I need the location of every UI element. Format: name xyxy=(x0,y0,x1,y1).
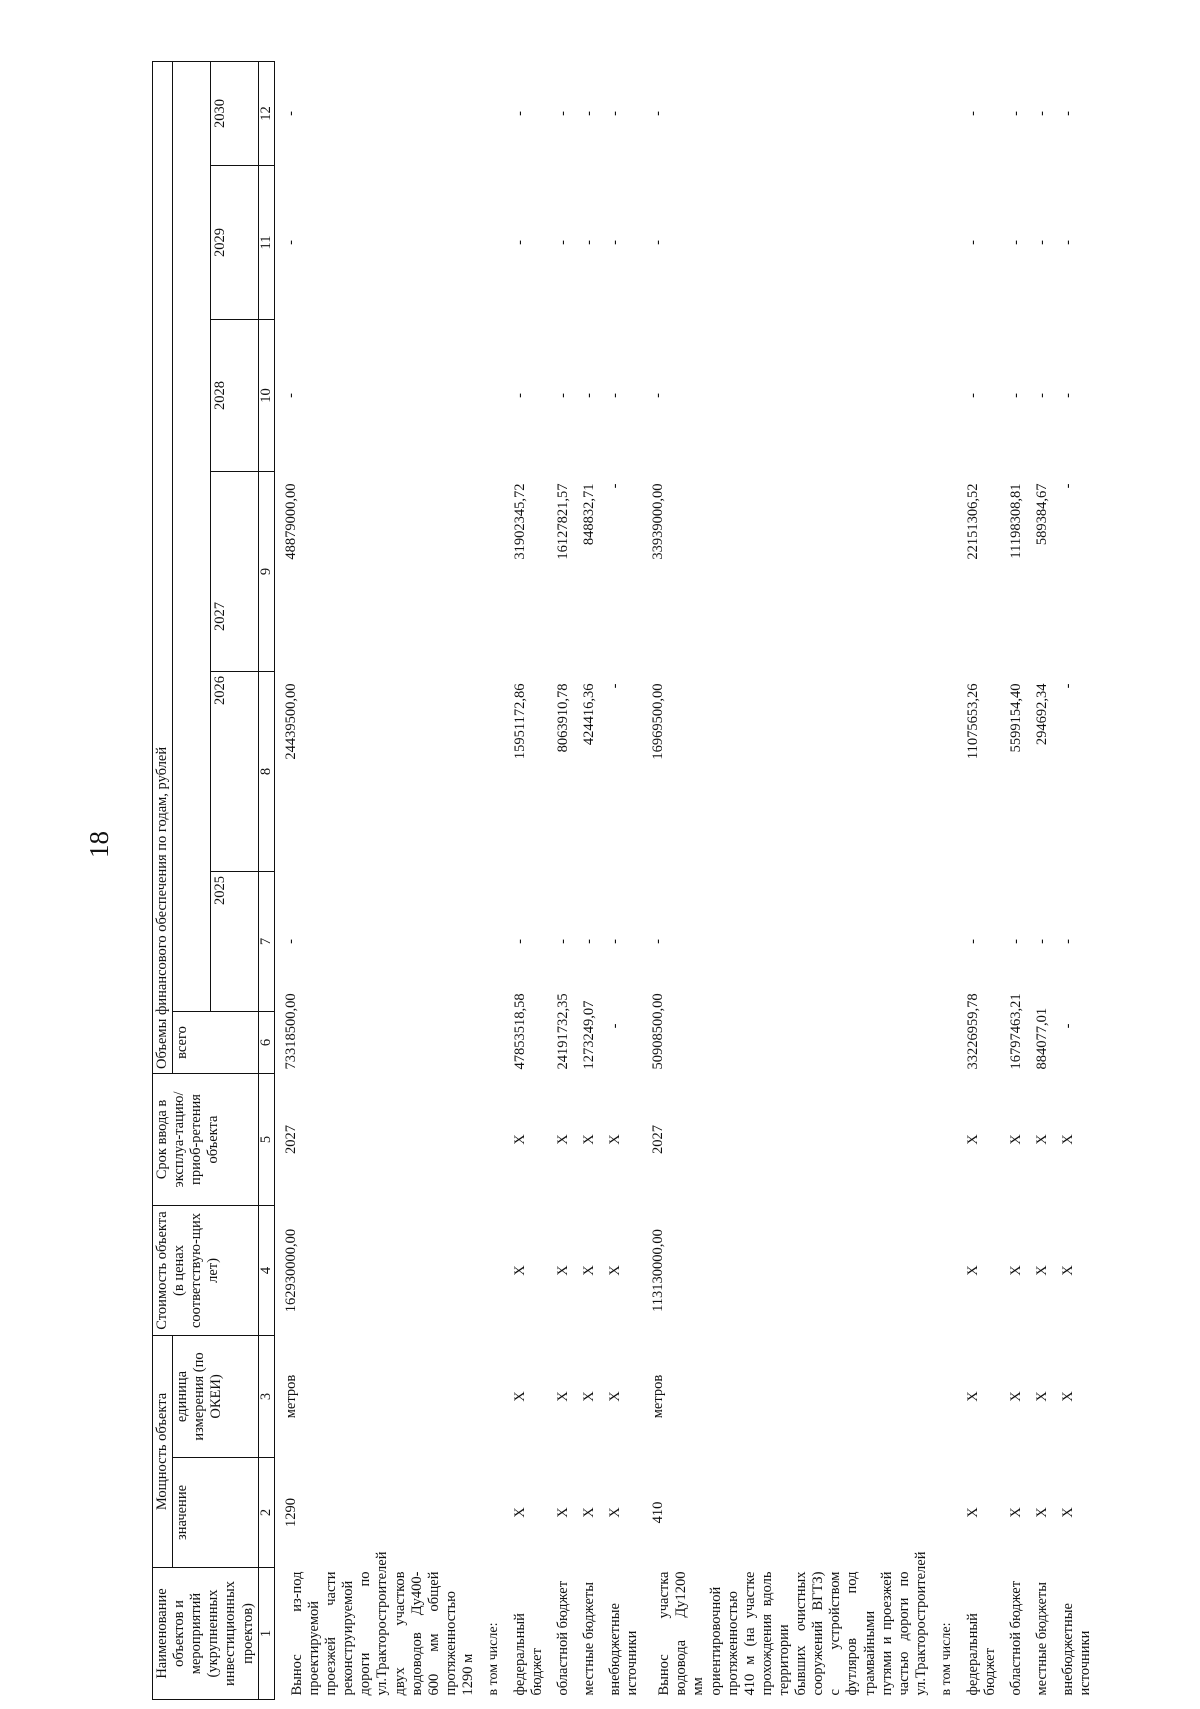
table-cell: 589384,67 xyxy=(1033,483,1050,546)
empty-cell xyxy=(931,672,957,872)
table-row xyxy=(573,61,599,1699)
table-cell: X xyxy=(964,1507,981,1518)
funding-source: областной бюджет xyxy=(554,1580,571,1696)
table-cell: 113130000,00 xyxy=(650,1229,667,1312)
table-cell: 48879000,00 xyxy=(282,483,299,560)
table-cell: 410 xyxy=(650,1501,667,1524)
funding-source: местные бюджеты xyxy=(580,1581,597,1696)
column-number: 10 xyxy=(258,320,274,472)
table-cell: - xyxy=(1059,483,1076,489)
header-term: Срок ввода в эксплуа-тацию/приоб-ретения объекта xyxy=(153,1074,259,1206)
column-number-row xyxy=(258,61,274,1699)
column-number: 1 xyxy=(258,1568,274,1700)
table-cell: X xyxy=(511,1391,528,1402)
table-cell: 294692,34 xyxy=(1033,683,1050,746)
table-cell: X xyxy=(1059,1134,1076,1145)
table-cell: X xyxy=(554,1507,571,1518)
table-row xyxy=(504,61,547,1699)
empty-cell xyxy=(931,872,957,1012)
table-cell: X xyxy=(607,1265,624,1276)
table-cell: X xyxy=(1007,1507,1024,1518)
header-capacity-unit: единица измерения (по ОКЕИ) xyxy=(173,1336,259,1458)
empty-cell xyxy=(931,1074,957,1206)
table-cell: 33226959,78 xyxy=(964,993,981,1070)
empty-cell xyxy=(931,166,957,320)
column-number: 12 xyxy=(258,61,274,165)
empty-cell xyxy=(478,166,504,320)
table-cell: - xyxy=(554,111,571,116)
table-cell: X xyxy=(511,1134,528,1145)
column-number: 7 xyxy=(258,872,274,1012)
table-cell: X xyxy=(1007,1134,1024,1145)
table-cell: - xyxy=(650,939,667,944)
header-total: всего xyxy=(173,1012,259,1074)
table-cell: - xyxy=(607,939,624,944)
table-cell: - xyxy=(964,939,981,944)
table-cell: - xyxy=(1033,240,1050,245)
table-cell: X xyxy=(580,1134,597,1145)
header-year: 2029 xyxy=(210,166,258,320)
table-cell: X xyxy=(554,1134,571,1145)
table-cell: 11075653,26 xyxy=(964,683,981,760)
table-cell: 16797463,21 xyxy=(1007,993,1024,1070)
table-row xyxy=(478,61,504,1699)
table-cell: - xyxy=(607,1023,624,1029)
empty-cell xyxy=(478,61,504,165)
funding-source: федеральный бюджет xyxy=(964,1613,998,1696)
table-cell: 24191732,35 xyxy=(554,993,571,1070)
table-cell: - xyxy=(607,111,624,116)
table-cell: - xyxy=(580,393,597,398)
empty-cell xyxy=(931,1012,957,1074)
table-cell: 47853518,58 xyxy=(511,993,528,1070)
table-cell: X xyxy=(511,1507,528,1518)
header-year: 2025 xyxy=(210,872,258,1012)
empty-cell xyxy=(931,472,957,672)
table-cell: 31902345,72 xyxy=(511,483,528,560)
table-cell: X xyxy=(607,1507,624,1518)
table-cell: X xyxy=(580,1265,597,1276)
table-cell: - xyxy=(580,111,597,116)
table-cell: 33939000,00 xyxy=(650,483,667,560)
table-cell: 1273249,07 xyxy=(580,1000,597,1070)
table-cell: - xyxy=(1059,1023,1076,1029)
empty-cell xyxy=(931,320,957,472)
table-cell: - xyxy=(282,111,299,116)
table-cell: X xyxy=(1059,1391,1076,1402)
table-cell: - xyxy=(964,240,981,245)
header-year: 2027 xyxy=(210,472,258,672)
table-cell: X xyxy=(607,1391,624,1402)
table-cell: - xyxy=(511,240,528,245)
table-cell: 24439500,00 xyxy=(282,683,299,760)
table-cell: 15951172,86 xyxy=(511,683,528,760)
table-cell: - xyxy=(1059,939,1076,944)
table-cell: X xyxy=(1007,1265,1024,1276)
table-cell: X xyxy=(1033,1507,1050,1518)
header-year: 2028 xyxy=(210,320,258,472)
funding-source: областной бюджет xyxy=(1007,1580,1024,1696)
table-cell: - xyxy=(1033,393,1050,398)
table-row xyxy=(1026,61,1052,1699)
page-number: 18 xyxy=(84,831,114,858)
empty-cell xyxy=(931,1206,957,1336)
column-number: 8 xyxy=(258,672,274,872)
header-year: 2026 xyxy=(210,672,258,872)
table-cell: - xyxy=(1033,111,1050,116)
table-cell: X xyxy=(1033,1134,1050,1145)
table-cell: X xyxy=(1059,1507,1076,1518)
column-number: 5 xyxy=(258,1074,274,1206)
table-cell: - xyxy=(1059,683,1076,689)
table-cell: 50908500,00 xyxy=(650,993,667,1070)
table-cell: X xyxy=(1033,1391,1050,1402)
table-cell: X xyxy=(554,1391,571,1402)
table-cell: X xyxy=(964,1134,981,1145)
table-cell: - xyxy=(511,393,528,398)
empty-cell xyxy=(478,1336,504,1458)
table-cell: - xyxy=(511,939,528,944)
table-cell: X xyxy=(554,1265,571,1276)
table-cell: - xyxy=(1007,240,1024,245)
table-cell: 424416,36 xyxy=(580,683,597,746)
table-cell: - xyxy=(511,111,528,116)
table-cell: - xyxy=(1007,111,1024,116)
table-cell: метров xyxy=(282,1374,299,1419)
table-cell: - xyxy=(964,111,981,116)
table-cell: - xyxy=(282,240,299,245)
table-cell: метров xyxy=(650,1374,667,1419)
table-row xyxy=(1052,61,1095,1699)
empty-cell xyxy=(478,1206,504,1336)
table-row xyxy=(931,61,957,1699)
table-cell: 73318500,00 xyxy=(282,993,299,1070)
table-cell: - xyxy=(1007,939,1024,944)
table-cell: X xyxy=(1007,1391,1024,1402)
table-cell: - xyxy=(650,240,667,245)
rotated-table-container xyxy=(152,62,1094,1700)
empty-cell xyxy=(931,1336,957,1458)
table-cell: - xyxy=(964,393,981,398)
header-cost: Стоимость объекта (в ценах соответствую-щих лет) xyxy=(153,1206,259,1336)
table-body xyxy=(274,61,1095,1699)
column-number: 6 xyxy=(258,1012,274,1074)
header-capacity: Мощность объекта xyxy=(153,1336,173,1568)
table-cell: 16127821,57 xyxy=(554,483,571,560)
table-cell: - xyxy=(607,683,624,689)
table-cell: 8063910,78 xyxy=(554,683,571,753)
table-cell: - xyxy=(1007,393,1024,398)
table-cell: - xyxy=(1059,393,1076,398)
table-cell: 884077,01 xyxy=(1033,1007,1050,1070)
header-capacity-value: значение xyxy=(173,1458,259,1568)
empty-cell xyxy=(478,472,504,672)
header-year: 2030 xyxy=(210,61,258,165)
table-cell: X xyxy=(1059,1265,1076,1276)
table-cell: - xyxy=(554,240,571,245)
header-name: Наименование объектов и мероприятий (укрупненных инвестиционных проектов) xyxy=(153,1568,259,1700)
table-cell: - xyxy=(1059,240,1076,245)
empty-cell xyxy=(478,872,504,1012)
table-cell: X xyxy=(580,1507,597,1518)
table-cell: - xyxy=(580,939,597,944)
table-row xyxy=(547,61,573,1699)
table-cell: - xyxy=(607,483,624,489)
object-name: Вынос участка водовода Ду1200 мм ориентировочной протяженностью 410 м (на участке прохождения вдоль территории бывших очистных сооружений ВГТЗ) с устройством футляров под трамвайными путями и проезжей частью дороги по ул.Тракторостроителей xyxy=(656,1551,929,1696)
table-cell: 5599154,40 xyxy=(1007,683,1024,753)
table-row xyxy=(1000,61,1026,1699)
funding-source: местные бюджеты xyxy=(1033,1581,1050,1696)
empty-cell xyxy=(931,61,957,165)
header-years-band xyxy=(173,61,211,1011)
table-cell: X xyxy=(964,1265,981,1276)
table-cell: - xyxy=(282,939,299,944)
table-cell: - xyxy=(1033,939,1050,944)
empty-cell xyxy=(478,672,504,872)
table-cell: - xyxy=(607,240,624,245)
column-number: 2 xyxy=(258,1458,274,1568)
column-number: 3 xyxy=(258,1336,274,1458)
table-cell: 2027 xyxy=(650,1125,667,1154)
table-cell: - xyxy=(580,240,597,245)
funding-source: внебюджетные источники xyxy=(607,1603,641,1696)
table-cell: - xyxy=(282,393,299,398)
column-number: 4 xyxy=(258,1206,274,1336)
header-volumes: Объемы финансового обеспечения по годам, рублей xyxy=(153,61,173,1073)
funding-source: федеральный бюджет xyxy=(511,1613,545,1696)
table-cell: X xyxy=(1033,1265,1050,1276)
object-name: Вынос из-под проектируемой проезжей части реконструируемой дороги по ул.Тракторостроителей двух участков водоводов Ду400-600 мм общей протяженностью 1290 м xyxy=(288,1551,476,1696)
table-cell: 22151306,52 xyxy=(964,483,981,560)
table-cell: X xyxy=(580,1391,597,1402)
table-row xyxy=(642,61,931,1699)
table-cell: - xyxy=(650,111,667,116)
empty-cell xyxy=(478,1012,504,1074)
table-cell: X xyxy=(607,1134,624,1145)
including-label: в том числе: xyxy=(939,1622,954,1696)
including-label: в том числе: xyxy=(486,1622,502,1696)
table-cell: - xyxy=(650,393,667,398)
table-row xyxy=(957,61,1000,1699)
table-cell: 1290 xyxy=(282,1498,299,1527)
table-cell: - xyxy=(554,393,571,398)
empty-cell xyxy=(478,320,504,472)
funding-source: внебюджетные источники xyxy=(1059,1603,1094,1696)
table-cell: 11198308,81 xyxy=(1007,483,1024,559)
table-cell: X xyxy=(511,1265,528,1276)
column-number: 11 xyxy=(258,166,274,320)
table-cell: 16969500,00 xyxy=(650,683,667,760)
table-cell: 2027 xyxy=(282,1125,299,1154)
empty-cell xyxy=(478,1458,504,1568)
financing-table xyxy=(152,61,1095,1700)
empty-cell xyxy=(931,1458,957,1568)
table-row xyxy=(274,61,478,1699)
empty-cell xyxy=(478,1074,504,1206)
table-cell: X xyxy=(964,1391,981,1402)
table-cell: - xyxy=(554,939,571,944)
table-cell: - xyxy=(1059,111,1076,116)
table-cell: - xyxy=(607,393,624,398)
column-number: 9 xyxy=(258,472,274,672)
table-row xyxy=(599,61,642,1699)
table-cell: 848832,71 xyxy=(580,483,597,546)
table-cell: 162930000,00 xyxy=(282,1228,299,1313)
